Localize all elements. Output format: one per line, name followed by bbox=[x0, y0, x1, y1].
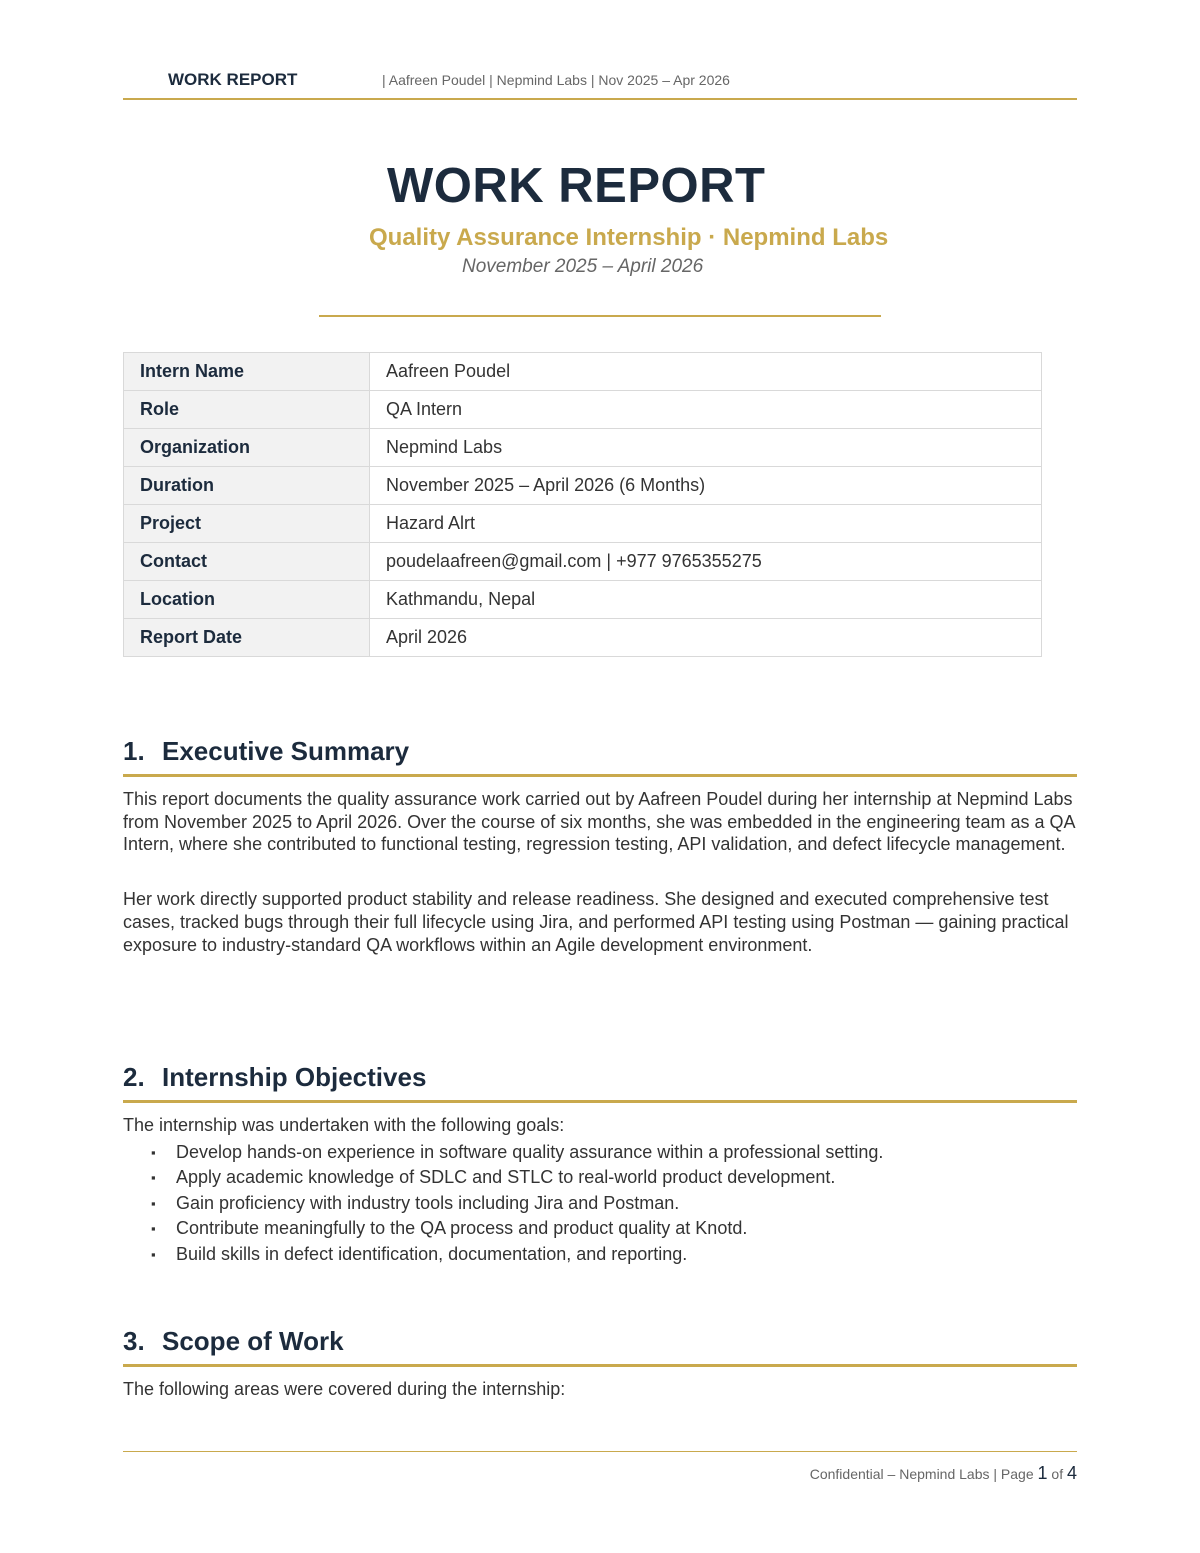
info-key: Report Date bbox=[124, 619, 370, 657]
table-row bbox=[124, 467, 1042, 505]
objectives-list bbox=[123, 1140, 1077, 1268]
footer-of: of bbox=[1047, 1466, 1067, 1482]
section-intro: The following areas were covered during the internship: bbox=[123, 1379, 566, 1399]
report-subtitle: Quality Assurance Internship · Nepmind Labs bbox=[369, 224, 889, 251]
list-item bbox=[123, 1165, 1077, 1191]
section-title: Scope of Work bbox=[162, 1326, 344, 1356]
paragraph: This report documents the quality assurance work carried out by Aafreen Poudel during her internship at Nepmind Labs from November 2025 to April 2026. Over the course of six months, she was embedded in the engineering team as a QA Intern, where she contributed to functional testing, regression testing, API validation, and defect lifecycle management. bbox=[123, 789, 1075, 855]
info-key: Location bbox=[124, 581, 370, 619]
info-value: QA Intern bbox=[370, 391, 1042, 429]
bullet-icon: ▪ bbox=[151, 1170, 156, 1186]
section-scope-of-work bbox=[123, 1318, 1077, 1401]
section-heading bbox=[123, 1054, 1077, 1103]
list-item-text: Gain proficiency with industry tools including Jira and Postman. bbox=[176, 1192, 680, 1213]
page-footer bbox=[123, 1451, 1077, 1483]
footer-label: Confidential – Nepmind Labs | Page bbox=[809, 1466, 1038, 1482]
bullet-icon: ▪ bbox=[151, 1144, 156, 1160]
table-row bbox=[124, 429, 1042, 467]
table-row bbox=[124, 505, 1042, 543]
info-key: Contact bbox=[124, 543, 370, 581]
report-dates: November 2025 – April 2026 bbox=[462, 256, 704, 277]
info-value: Hazard Alrt bbox=[370, 505, 1042, 543]
page-total: 4 bbox=[1066, 1463, 1077, 1483]
info-value: Kathmandu, Nepal bbox=[370, 581, 1042, 619]
bullet-icon: ▪ bbox=[151, 1221, 156, 1237]
list-item-text: Apply academic knowledge of SDLC and STLC to real-world product development. bbox=[176, 1167, 836, 1188]
bullet-icon: ▪ bbox=[151, 1247, 156, 1263]
paragraph: Her work directly supported product stability and release readiness. She designed and executed comprehensive test cases, tracked bugs through their full lifecycle using Jira, and performed API testing using Postman — gaining practical exposure to industry-standard QA workflows within an Agile development environment. bbox=[123, 889, 1069, 955]
info-key: Intern Name bbox=[124, 353, 370, 391]
page-number: 1 bbox=[1037, 1463, 1048, 1483]
section-number: 3. bbox=[123, 1326, 145, 1356]
table-row bbox=[124, 353, 1042, 391]
list-item bbox=[123, 1140, 1077, 1166]
list-item bbox=[123, 1216, 1077, 1242]
info-value: April 2026 bbox=[370, 619, 1042, 657]
list-item-text: Develop hands-on experience in software quality assurance within a professional setting. bbox=[176, 1141, 884, 1162]
info-key: Role bbox=[124, 391, 370, 429]
table-row bbox=[124, 619, 1042, 657]
section-number: 2. bbox=[123, 1062, 145, 1092]
section-heading bbox=[123, 1318, 1077, 1367]
header-meta: | Aafreen Poudel | Nepmind Labs | Nov 2025 – Apr 2026 bbox=[382, 72, 730, 88]
page-header bbox=[123, 68, 1077, 100]
section-title: Executive Summary bbox=[162, 736, 410, 766]
table-row bbox=[124, 543, 1042, 581]
section-number: 1. bbox=[123, 736, 145, 766]
info-value: November 2025 – April 2026 (6 Months) bbox=[370, 467, 1042, 505]
info-key: Organization bbox=[124, 429, 370, 467]
info-key: Project bbox=[124, 505, 370, 543]
title-divider bbox=[319, 315, 881, 317]
table-row bbox=[124, 581, 1042, 619]
list-item-text: Build skills in defect identification, documentation, and reporting. bbox=[176, 1244, 688, 1265]
list-item-text: Contribute meaningfully to the QA process and product quality at Knotd. bbox=[176, 1218, 748, 1239]
header-title: WORK REPORT bbox=[168, 70, 298, 89]
list-item bbox=[123, 1191, 1077, 1217]
report-title: WORK REPORT bbox=[387, 159, 766, 213]
section-executive-summary bbox=[123, 728, 1077, 956]
section-intro: The internship was undertaken with the following goals: bbox=[123, 1115, 565, 1135]
bullet-icon: ▪ bbox=[151, 1195, 156, 1211]
info-key: Duration bbox=[124, 467, 370, 505]
section-heading bbox=[123, 728, 1077, 777]
list-item bbox=[123, 1242, 1077, 1268]
info-value: Aafreen Poudel bbox=[370, 353, 1042, 391]
footer-text bbox=[810, 1463, 1077, 1484]
section-internship-objectives bbox=[123, 1054, 1077, 1268]
table-row bbox=[124, 391, 1042, 429]
section-title: Internship Objectives bbox=[162, 1062, 427, 1092]
intern-info-table bbox=[123, 352, 1042, 657]
info-value: poudelaafreen@gmail.com | +977 9765355275 bbox=[370, 543, 1042, 581]
info-value: Nepmind Labs bbox=[370, 429, 1042, 467]
